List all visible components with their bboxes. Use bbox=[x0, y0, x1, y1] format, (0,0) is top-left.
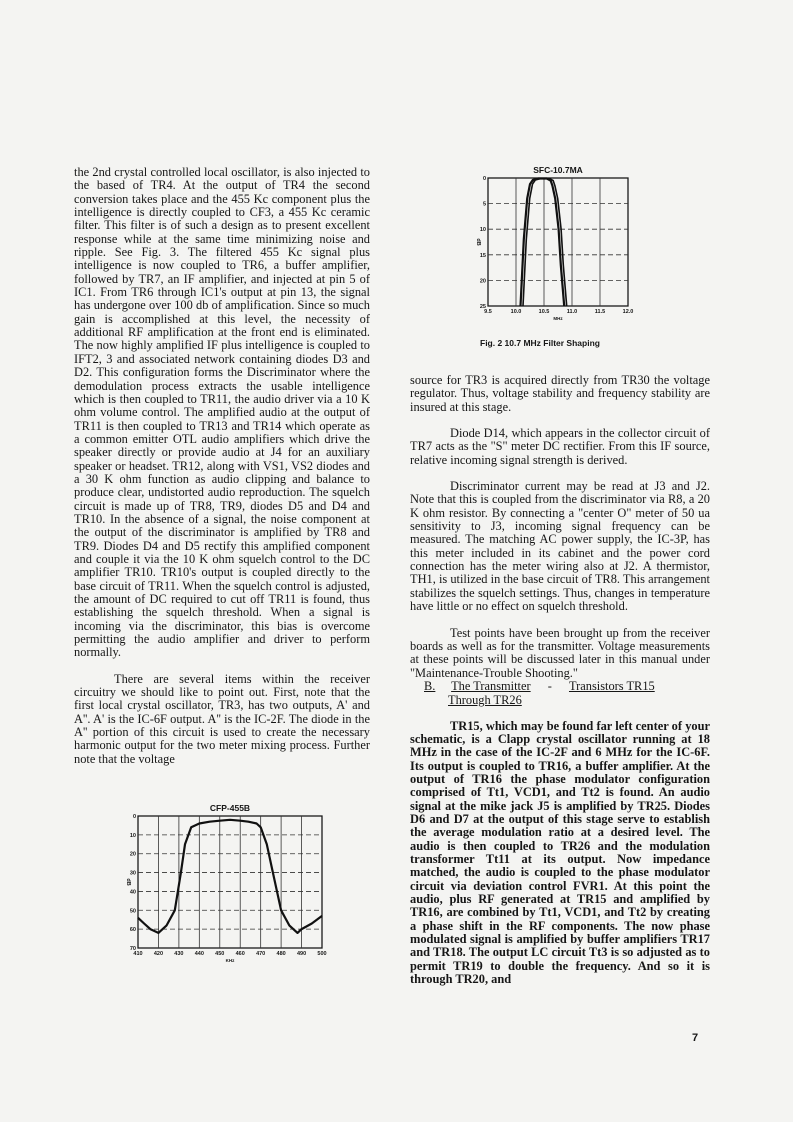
right-paragraph-1: source for TR3 is acquired directly from TR30 the voltage regulator. Thus, voltage stability and frequency stability are insured at this stage. bbox=[410, 373, 710, 414]
x-tick-label: 9.5 bbox=[484, 309, 492, 315]
x-tick-label: 12.0 bbox=[622, 309, 634, 315]
y-tick-label: 5 bbox=[482, 201, 486, 208]
page-number: 7 bbox=[692, 1032, 699, 1044]
x-tick-label: 410 bbox=[133, 951, 143, 957]
chart-title: SFC-10.7MA bbox=[533, 165, 583, 175]
heading-subtitle-2: Through TR26 bbox=[448, 693, 522, 708]
heading-dash: - bbox=[547, 678, 552, 693]
y-tick-label: 15 bbox=[479, 252, 486, 259]
x-tick-label: 450 bbox=[215, 951, 225, 957]
heading-subtitle-line-2 bbox=[448, 694, 710, 707]
y-tick-label: 20 bbox=[479, 278, 486, 285]
x-axis-label: MHz bbox=[553, 316, 563, 321]
x-tick-label: 470 bbox=[256, 951, 266, 957]
left-paragraph-1: the 2nd crystal controlled local oscillator, is also injected to the based of TR4. At the output of TR4 the second conversion takes place and the 455 Kc component plus the intelligence is directly coupled to CF3, a 455 Kc ceramic filter. This filter is of such a design as to present excellent response while at the same time minimizing noise and ripple. See Fig. 3. The filtered 455 Kc signal plus intelligence is now coupled to TR6, a buffer amplifier, followed by TR7, an IF amplifier, and injected at pin 5 of IC1. From TR6 through IC1's output at pin 13, the signal has undergone over 100 db of amplification. Since so much gain is accomplished at this level, the necessity of additional RF amplification at the front end is eliminated. The now highly amplified IF plus intelligence is coupled to IFT2, 3 and associated network containing diodes D3 and D2. This configuration forms the Discriminator where the demodulation process extracts the usable intelligence which is then coupled to TR11, the audio driver via a 10 K ohm volume control. The amplified audio at the output of TR11 is then coupled to TR13 and TR14 which operate as a common emitter OTL audio amplifiers which drive the speaker directly or provide audio at J4 for an auxiliary speaker or headset. TR12, along with VS1, VS2 diodes and a 30 K ohm function as audio clipping and balance to produce clear, undistorted audio reproduction. The squelch circuit is made up of TR8, TR9, diodes D5 and D4 and TR10. In the absence of a signal, the noise component at the output of the discriminator is amplified by TR8 and TR9. Diodes D4 and D5 rectify this amplified component and couple it via the 10 K ohm squelch control to the DC amplifier TR10. TR10's output is coupled directly to the base circuit of TR11. When the squelch control is adjusted, the amount of DC required to cut off TR11 is found, thus establishing the squelch threshold. When a signal is incoming via the discriminator, this bias is overcome permitting the audio amplifier and driver to perform normally. bbox=[74, 165, 370, 660]
right-text-column bbox=[410, 374, 710, 999]
y-axis-label: dB bbox=[125, 878, 131, 886]
figure-cfp-455b bbox=[118, 796, 328, 982]
y-tick-label: 25 bbox=[479, 304, 486, 310]
cfp-455b-chart bbox=[118, 796, 328, 982]
heading-subtitle-1: Transistors TR15 bbox=[568, 678, 655, 693]
transmitter-heading bbox=[410, 680, 710, 693]
x-tick-label: 430 bbox=[174, 951, 184, 957]
y-tick-label: 0 bbox=[132, 814, 136, 820]
figure-2-caption: Fig. 2 10.7 MHz Filter Shaping bbox=[480, 338, 600, 348]
series-line-attenuation bbox=[138, 820, 322, 933]
y-tick-label: 10 bbox=[129, 832, 136, 839]
y-tick-label: 20 bbox=[129, 851, 136, 858]
right-paragraph-4: Test points have been brought up from the receiver boards as well as for the transmitter. Voltage measurements at these points will be discussed later in this manual under "Maintenance-Trouble Shooting." bbox=[410, 625, 710, 680]
x-tick-label: 500 bbox=[317, 951, 327, 957]
heading-label: B. bbox=[424, 678, 436, 693]
left-paragraph-2: There are several items within the receiver circuitry we should like to point out. First, note that the first local crystal oscillator, TR3, has two outputs, A' and A''. A' is the IC-6F output. A'' is the IC-2F. The diode in the A'' portion of this circuit is used to create the necessary harmonic output for the two meter mixing process. Further note that the voltage bbox=[74, 671, 370, 766]
transmitter-paragraph: TR15, which may be found far left center of your schematic, is a Clapp crystal oscillator running at 18 MHz in the case of the IC-2F and 6 MHz for the IC-6F. Its output is coupled to TR16, a buffer amplifier. At the output of TR16 the phase modulator configuration comprised of Tt1, VCD1, and Tt2 is found. An audio signal at the mike jack J5 is amplified by TR25. Diodes D6 and D7 at the output of this stage serve to establish the average modulation ratio at a desired level. The audio is then coupled to TR26 and the modulation transformer Tt11 at its output. Now impedance matched, the audio is coupled to the phase modulator circuit via deviation control FVR1. At this point the audio, plus RF generated at TR15 and amplified by TR16, are combined by Tt1, VCD1, and Tt2 by creating a phase shift in the RF components. The now phase modulated signal is amplified by buffer amplifiers TR17 and TR18. The output LC circuit Tt3 is so adjusted as to permit TR19 to double the frequency. And so it is through TR20, and bbox=[410, 718, 710, 987]
x-tick-label: 440 bbox=[194, 951, 204, 957]
x-tick-label: 460 bbox=[235, 951, 245, 957]
sfc-10-7ma-chart bbox=[470, 160, 645, 321]
x-tick-label: 10.0 bbox=[510, 309, 522, 315]
y-tick-label: 30 bbox=[129, 870, 136, 877]
figure-sfc-10-7ma bbox=[470, 160, 645, 321]
x-tick-label: 420 bbox=[153, 951, 164, 957]
y-tick-label: 0 bbox=[482, 176, 486, 182]
right-paragraph-3: Discriminator current may be read at J3 and J2. Note that this is coupled from the discriminator via R8, a 20 K ohm resistor. By connecting a "center O" meter of 50 ua sensitivity to J3, incoming signal frequency can be measured. The matching AC power supply, the IC-3P, has this meter included in its cabinet and the power cord connection has the meter wiring also at J2. A thermistor, TH1, is utilized in the base circuit of TR8. This arrangement stabilizes the squelch settings. Thus, changes in temperature have little or no effect on squelch threshold. bbox=[410, 479, 710, 614]
y-tick-label: 10 bbox=[479, 227, 486, 234]
x-axis-label: KHz bbox=[225, 958, 235, 963]
x-tick-label: 11.5 bbox=[594, 309, 606, 315]
plot-frame bbox=[138, 816, 322, 948]
heading-title: The Transmitter bbox=[451, 678, 531, 693]
y-tick-label: 50 bbox=[129, 908, 136, 915]
x-tick-label: 490 bbox=[296, 951, 307, 957]
y-tick-label: 70 bbox=[129, 946, 136, 952]
left-text-column bbox=[74, 166, 370, 779]
x-tick-label: 10.5 bbox=[538, 309, 550, 315]
y-tick-label: 40 bbox=[129, 889, 136, 896]
y-axis-label: dB bbox=[475, 238, 481, 246]
y-tick-label: 60 bbox=[129, 927, 136, 934]
chart-title: CFP-455B bbox=[209, 803, 251, 813]
x-tick-label: 480 bbox=[276, 951, 286, 957]
right-paragraph-2: Diode D14, which appears in the collector circuit of TR7 acts as the "S" meter DC rectifier. From this IF source, relative incoming signal strength is derived. bbox=[410, 426, 710, 467]
x-tick-label: 11.0 bbox=[566, 309, 578, 315]
